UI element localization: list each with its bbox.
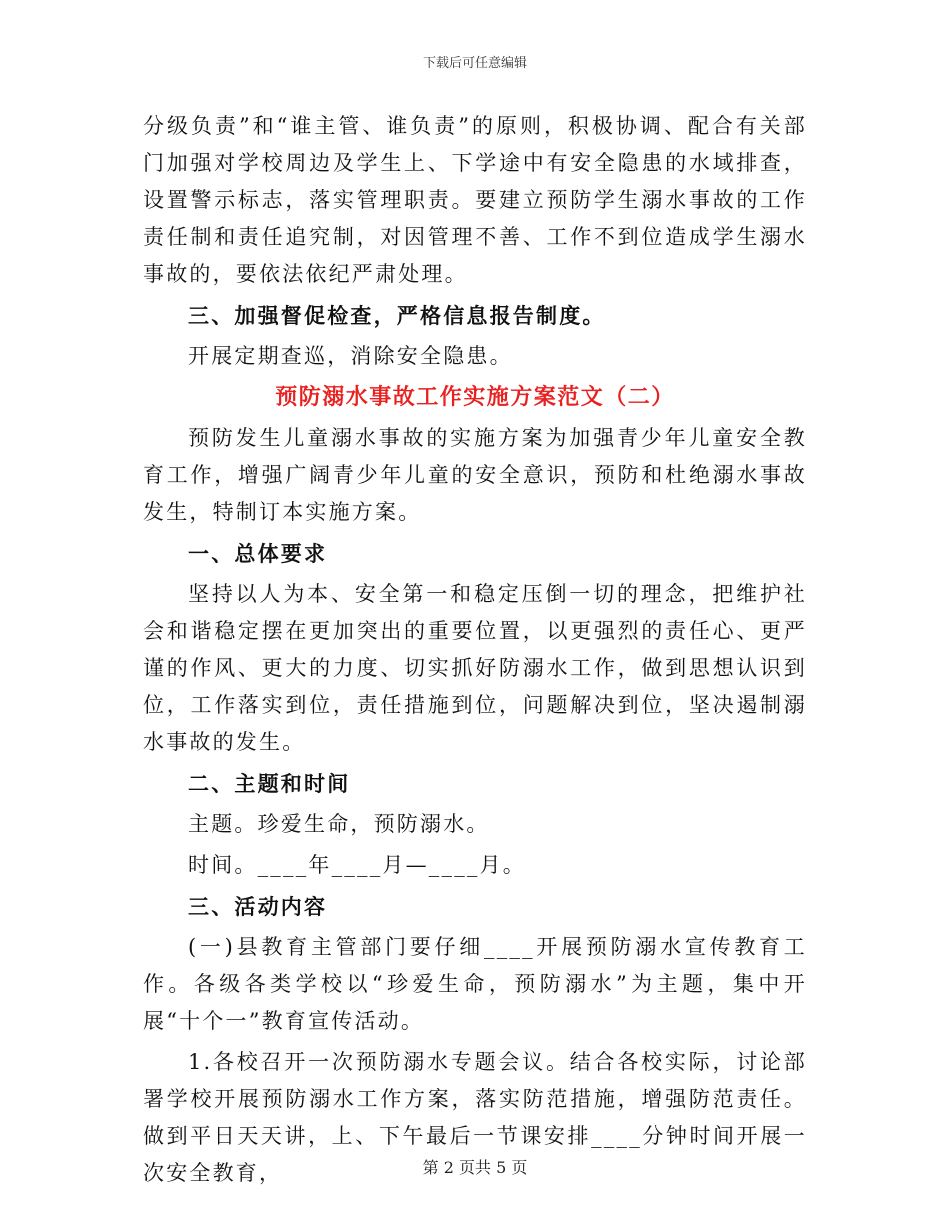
paragraph-principles: 坚持以人为本、安全第一和稳定压倒一切的理念，把维护社会和谐稳定摆在更加突出的重要位置，以更强烈的责任心、更严谨的作风、更大的力度、切实抓好防溺水工作，做到思想认识到位，工作落实到位，责任措施到位，问题解决到位，坚决遏制溺水事故的发生。 — [143, 582, 807, 754]
heading-theme-time: 二、主题和时间 — [188, 771, 351, 796]
heading-activities: 三、活动内容 — [188, 894, 328, 919]
page-footer: 第 2 页共 5 页 — [422, 1158, 528, 1177]
document-body — [143, 108, 807, 1192]
paragraph-patrol: 开展定期查巡，消除安全隐患。 — [188, 344, 513, 368]
paragraph-theme: 主题。珍爱生命，预防溺水。 — [188, 812, 490, 836]
page-header: 下载后可任意编辑 — [422, 56, 527, 71]
paragraph-responsibility: 分级负责”和“谁主管、谁负责”的原则，积极协调、配合有关部门加强对学校周边及学生上、下学途中有安全隐患的水域排查，设置警示标志，落实管理职责。要建立预防学生溺水事故的工作责任制和责任追究制，对因管理不善、工作不到位造成学生溺水事故的，要依法依纪严肃处理。 — [143, 114, 807, 286]
heading-supervision: 三、加强督促检查，严格信息报告制度。 — [188, 303, 606, 328]
heading-general-requirements: 一、总体要求 — [188, 541, 328, 566]
paragraph-time: 时间。____年____月—____月。 — [188, 853, 526, 877]
paragraph-meeting: 1.各校召开一次预防溺水专题会议。结合各校实际，讨论部署学校开展预防溺水工作方案，落实防范措施，增强防范责任。做到平日天天讲，上、下午最后一节课安排____分钟时间开展一次安全教育， — [143, 1050, 807, 1185]
section-title: 预防溺水事故工作实施方案范文（二） — [275, 384, 675, 410]
paragraph-education-dept: (一)县教育主管部门要仔细____开展预防溺水宣传教育工作。各级各类学校以“珍爱生命，预防溺水”为主题，集中开展“十个一”教育宣传活动。 — [143, 935, 807, 1033]
paragraph-intro: 预防发生儿童溺水事故的实施方案为加强青少年儿童安全教育工作，增强广阔青少年儿童的安全意识，预防和杜绝溺水事故发生，特制订本实施方案。 — [143, 426, 807, 524]
